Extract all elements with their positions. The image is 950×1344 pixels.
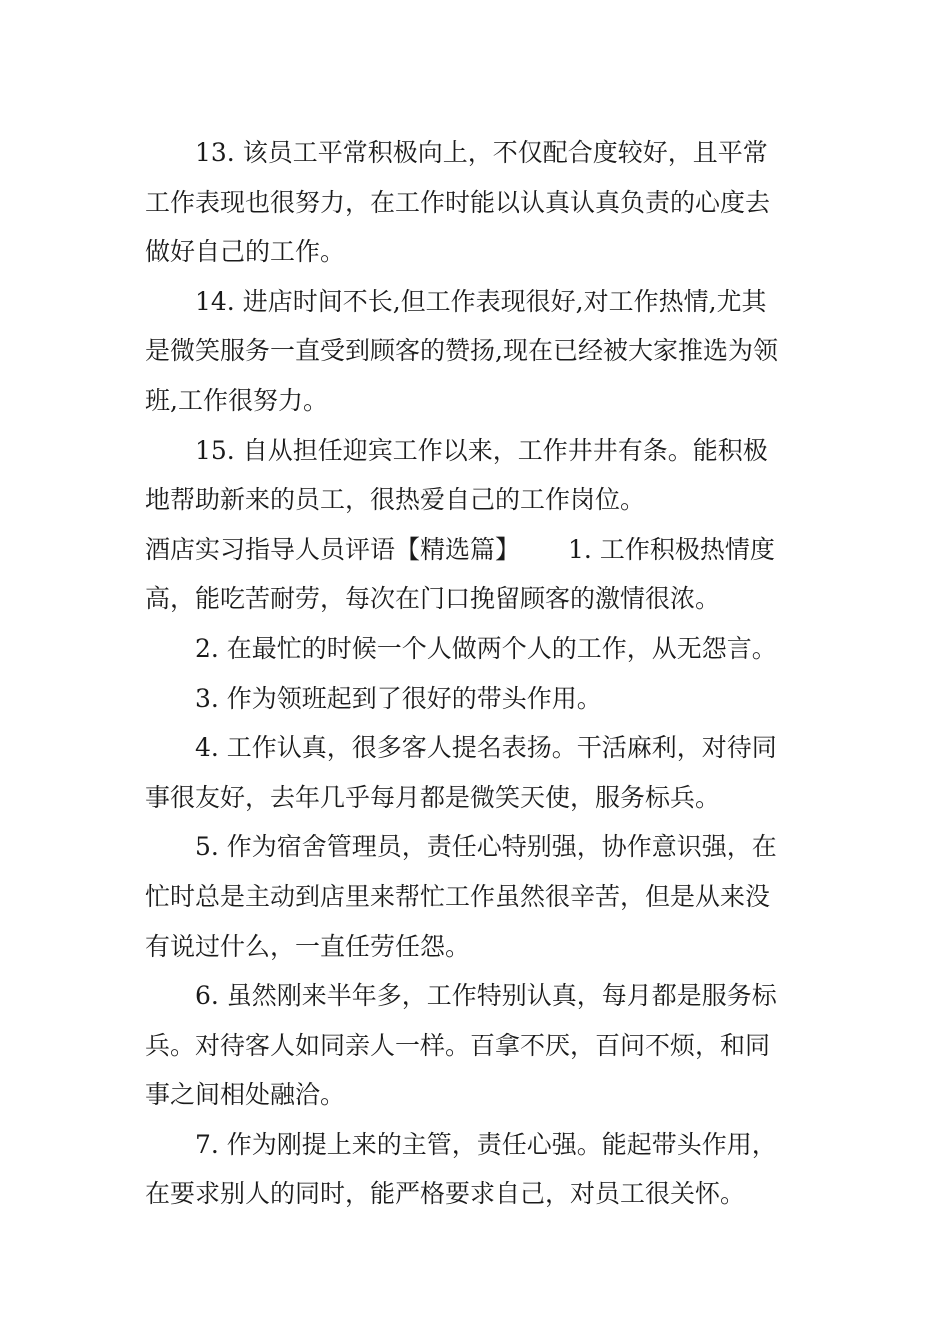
- paragraph-14: [145, 277, 807, 426]
- text-line: 事很友好，去年几乎每月都是微笑天使，服务标兵。: [145, 782, 721, 812]
- text-line: 13. 该员工平常积极向上，不仅配合度较好，且平常: [195, 138, 768, 167]
- item-5: [145, 822, 807, 971]
- text-line: 事之间相处融洽。: [145, 1080, 346, 1110]
- paragraph-13: [145, 128, 807, 277]
- document-body: [145, 128, 807, 1219]
- paragraph-15: [145, 426, 807, 525]
- text-line: 忙时总是主动到店里来帮忙工作虽然很辛苦，但是从来没: [145, 881, 771, 911]
- section-heading-paragraph: [145, 525, 807, 624]
- item-3: [145, 674, 807, 724]
- text-line: 4. 工作认真，很多客人提名表扬。干活麻利，对待同: [195, 733, 777, 763]
- text-line: 兵。对待客人如同亲人一样。百拿不厌，百问不烦，和同: [145, 1030, 771, 1060]
- text-line: 15. 自从担任迎宾工作以来，工作井井有条。能积极: [195, 435, 768, 465]
- text-line: 2. 在最忙的时候一个人做两个人的工作，从无怨言。: [195, 633, 777, 663]
- section-heading-line: [145, 525, 807, 575]
- text-line: 班,工作很努力。: [145, 385, 328, 415]
- item-1-start: 1. 工作积极热情度: [568, 534, 775, 564]
- section-heading: 酒店实习指导人员评语【精选篇】: [145, 534, 521, 564]
- text-line: 在要求别人的同时，能严格要求自己，对员工很关怀。: [145, 1179, 746, 1209]
- text-line: 6. 虽然刚来半年多，工作特别认真，每月都是服务标: [195, 981, 777, 1011]
- item-6: [145, 971, 807, 1120]
- text-line: 有说过什么，一直任劳任怨。: [145, 931, 471, 961]
- text-line: 7. 作为刚提上来的主管，责任心强。能起带头作用，: [195, 1129, 777, 1159]
- item-2: [145, 624, 807, 674]
- item-4: [145, 723, 807, 822]
- text-line: 做好自己的工作。: [145, 237, 346, 267]
- text-line: 地帮助新来的员工，很热爱自己的工作岗位。: [145, 485, 646, 515]
- text-line: 工作表现也很努力，在工作时能以认真认真负责的心度去: [145, 187, 771, 217]
- item-7: [145, 1120, 807, 1219]
- text-line: 是微笑服务一直受到顾客的赞扬,现在已经被大家推选为领: [145, 336, 778, 366]
- text-line: 5. 作为宿舍管理员，责任心特别强，协作意识强，在: [195, 832, 777, 862]
- text-line: 14. 进店时间不长,但工作表现很好,对工作热情,尤其: [195, 286, 767, 316]
- text-line: 3. 作为领班起到了很好的带头作用。: [195, 683, 602, 713]
- text-line: 高，能吃苦耐劳，每次在门口挽留顾客的激情很浓。: [145, 584, 721, 614]
